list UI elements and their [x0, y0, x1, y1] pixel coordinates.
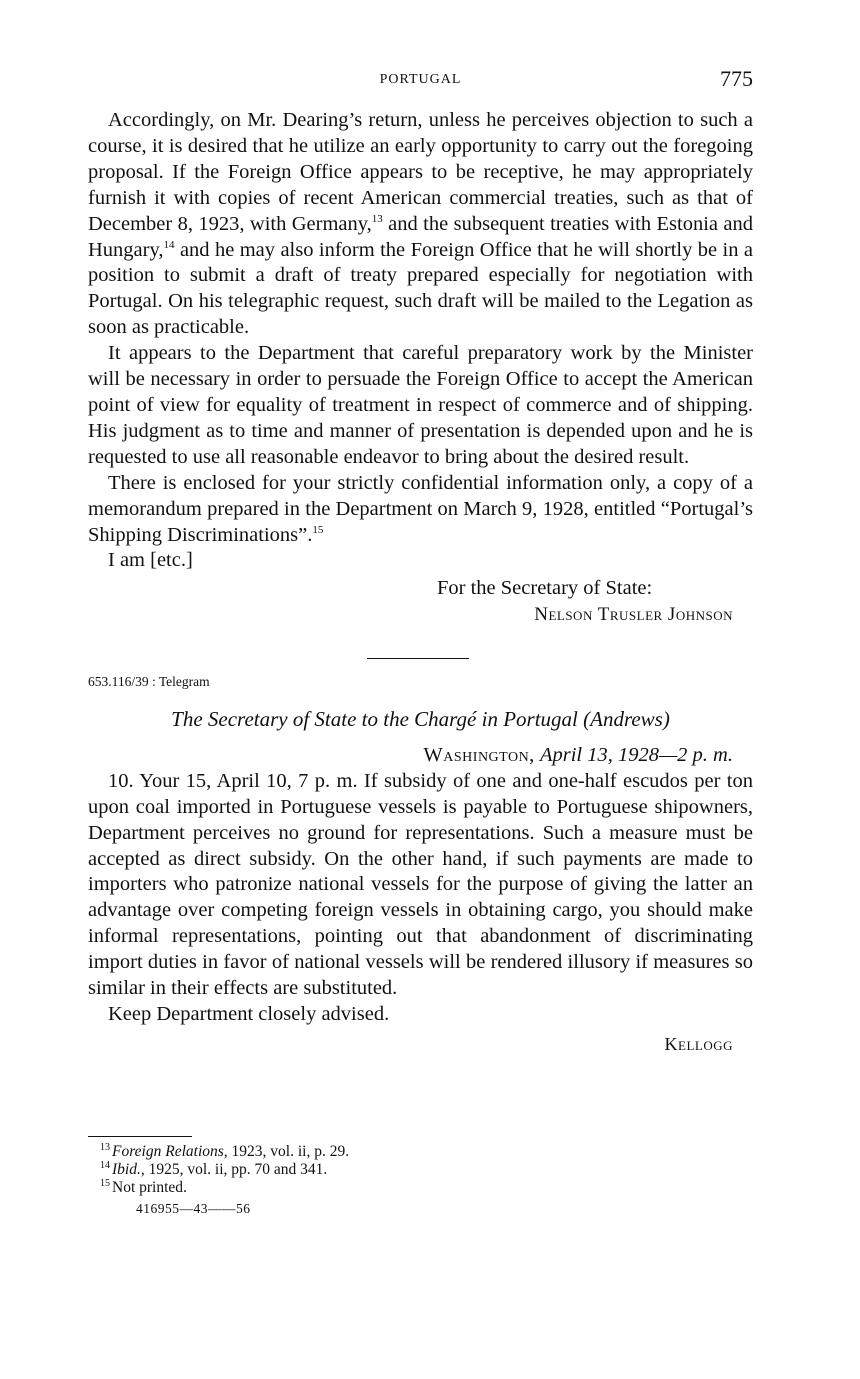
footnote-text: 1925, vol. ii, pp. 70 and 341. — [144, 1161, 328, 1178]
signature-name: Nelson Trusler Johnson — [534, 604, 733, 626]
footnote-14 — [88, 1161, 753, 1179]
page-number: 775 — [720, 66, 753, 91]
telegram-text: 10. Your 15, April 10, 7 p. m. If subsidy of one and one-half escudos per ton upon coal imported in Portuguese vessels is payable to Portuguese shipowners, Department perceives no ground for representations. Such a measure must be accepted as direct subsidy. On the other hand, if such payments are made to importers who patronize national vessels for the purpose of giving the latter an advantage over competing foreign vessels in obtaining cargo, you should make informal representations, pointing out that abandonment of discriminating import duties in favor of national vessels will be rendered illusory if measures so similar in their effects are substituted. — [88, 769, 753, 1000]
closing-line: I am [etc.] — [108, 549, 193, 572]
footnote-ref-15: 15 — [312, 523, 324, 536]
paragraph-3 — [88, 471, 753, 549]
printer-code: 416955—43——56 — [136, 1201, 251, 1216]
paragraph-1-start: Accordingly, on Mr. Dearing’s return, unless he perceives objection to such a course, it is desired that he utilize an early opportunity to carry out the foregoing proposal. If the Foreign Office appears to be receptive, he may appropriately furnish it with copies of recent American commercial treaties, such as that of December 8, 1923, with Germany, — [88, 109, 753, 235]
paragraph-1-end: and he may also inform the Foreign Office that he will shortly be in a position to submit a draft of treaty prepared especially for negotiation with Portugal. On his telegraphic request, such draft will be mailed to the Legation as soon as practicable. — [88, 238, 753, 339]
footnote-15 — [88, 1179, 753, 1197]
signature-line: For the Secretary of State: — [437, 577, 653, 600]
document-title: The Secretary of State to the Chargé in Portugal (Andrews) — [171, 707, 670, 732]
footnotes — [88, 1136, 753, 1217]
telegram-advice: Keep Department closely advised. — [108, 1003, 390, 1025]
paragraph-2: It appears to the Department that careful preparatory work by the Minister will be necessary in order to persuade the Foreign Office to accept the American point of view for equality of treatment in respect of commerce and of shipping. His judgment as to time and manner of presentation is depended upon and he is requested to use all reasonable endeavor to bring about the desired result. — [88, 342, 753, 468]
paragraph-1-middle: and the subsequent treaties with Estonia and Hungary, — [88, 212, 753, 261]
dateline — [88, 743, 753, 769]
section-divider — [367, 658, 469, 659]
telegram-signer: Kellogg — [664, 1033, 733, 1054]
paragraph-1 — [88, 108, 753, 341]
footnote-rule — [88, 1136, 192, 1137]
footnote-ref-13: 13 — [371, 212, 383, 225]
footnote-ref-14: 14 — [163, 238, 175, 251]
footnote-number: 15 — [100, 1177, 110, 1189]
paragraph-3-text: There is enclosed for your strictly confidential information only, a copy of a memorandum prepared in the Department on March 9, 1928, entitled “Portugal’s Shipping Discriminations”. — [88, 471, 753, 546]
page-header — [88, 66, 753, 94]
dateline-place: Washington, — [423, 743, 535, 766]
footnote-13 — [88, 1143, 753, 1161]
footnote-italic: Ibid., — [112, 1161, 145, 1178]
file-reference: 653.116/39 : Telegram — [88, 674, 210, 690]
footnote-number: 14 — [100, 1159, 110, 1171]
body-text — [88, 108, 753, 1058]
dateline-date: April 13, 1928—2 p. m. — [539, 743, 733, 766]
footnote-number: 13 — [100, 1141, 110, 1153]
running-title: PORTUGAL — [379, 72, 462, 87]
signature-block — [88, 576, 753, 628]
footnote-text: 1923, vol. ii, p. 29. — [227, 1143, 350, 1160]
footnote-text: Not printed. — [112, 1179, 187, 1196]
footnote-italic: Foreign Relations, — [112, 1143, 228, 1160]
